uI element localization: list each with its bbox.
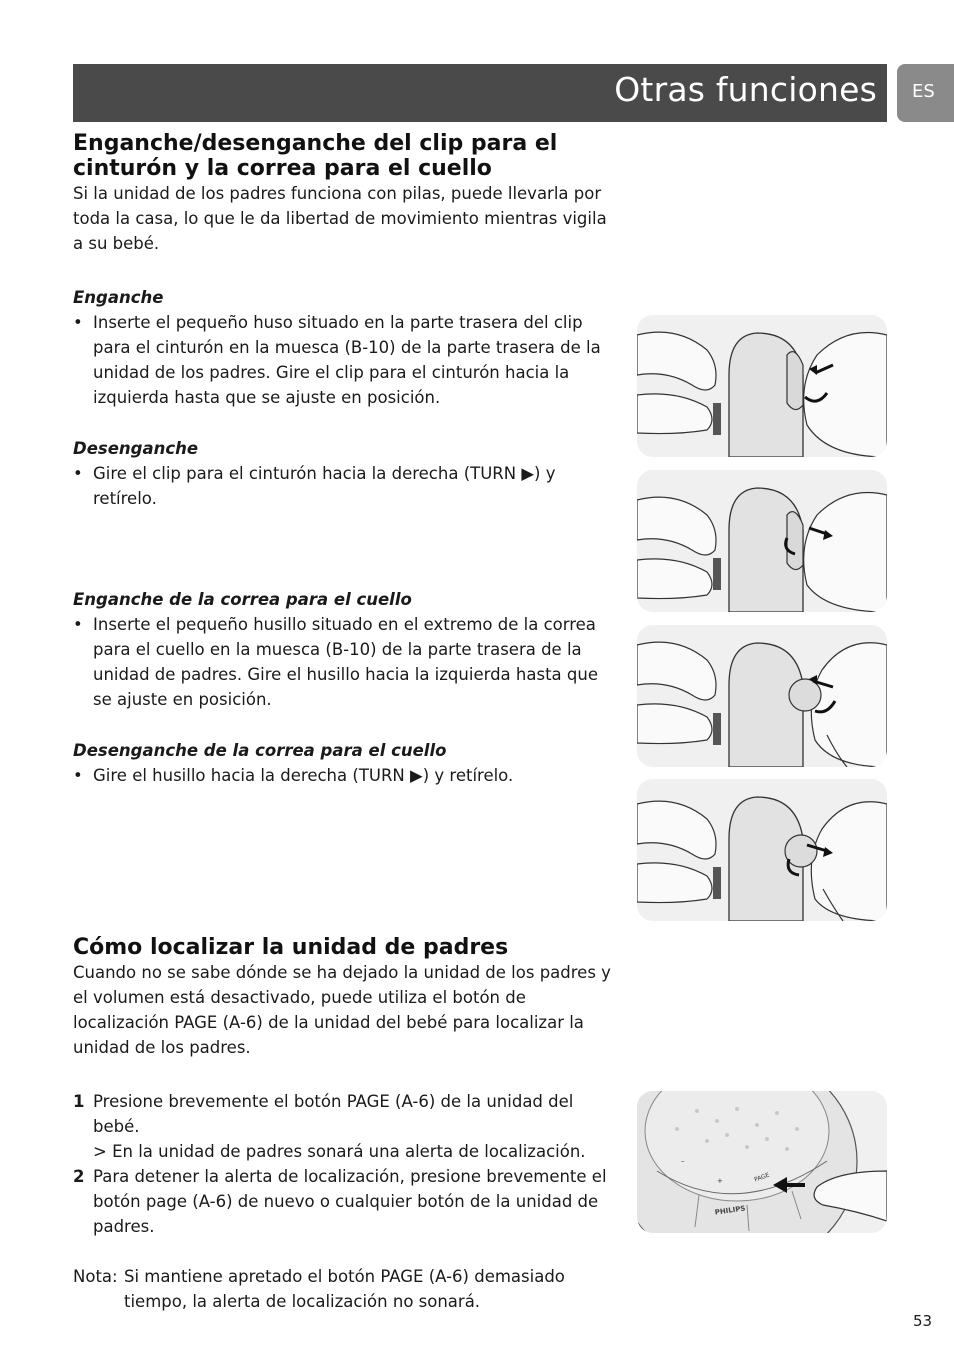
subsection-strap-detach: [73, 738, 613, 788]
illustration-strap-attach: [637, 625, 887, 767]
plus-label: +: [717, 1177, 723, 1185]
bullet-strap-detach: • Gire el husillo hacia la derecha (TURN ▶) y retírelo.: [73, 763, 613, 788]
note: [73, 1264, 613, 1314]
illustration-baby-unit-page-button: [637, 1091, 887, 1233]
step-text: Para detener la alerta de localización, presione brevemente el botón page (A-6) de nuevo o cualquier botón de la unidad de padres.: [93, 1167, 607, 1236]
section-clip: [73, 131, 613, 256]
subsection-strap-attach: [73, 587, 613, 712]
subsection-detach: [73, 436, 613, 511]
step-text: Presione brevemente el botón PAGE (A-6) de la unidad del bebé.: [93, 1092, 574, 1136]
subheading-strap-detach: Desenganche de la correa para el cuello: [73, 741, 447, 760]
brand-label: PHILIPS: [714, 1204, 746, 1217]
bullet-detach: • Gire el clip para el cinturón hacia la derecha (TURN ▶) y retírelo.: [73, 461, 613, 511]
page-button-label: PAGE: [753, 1171, 771, 1184]
subheading-detach: Desenganche: [73, 439, 199, 458]
step-result-text: > En la unidad de padres sonará una alerta de localización.: [93, 1142, 586, 1161]
illustration-clip-attach: [637, 315, 887, 457]
step-2: [73, 1164, 613, 1239]
illustration-clip-detach: [637, 470, 887, 612]
step-1-result: [73, 1139, 613, 1164]
bullet-attach: • Inserte el pequeño huso situado en la parte trasera del clip para el cinturón en la muesca (B-10) de la parte trasera de la unidad de los padres. Gire el clip para el cinturón hacia la izquierda hasta que se ajuste en posición.: [73, 310, 613, 410]
page-number: 53: [913, 1312, 933, 1330]
note-label: Nota:: [73, 1267, 118, 1286]
subheading-strap-attach: Enganche de la correa para el cuello: [73, 590, 412, 609]
subheading-attach: Enganche: [73, 288, 164, 307]
bullet-strap-attach: • Inserte el pequeño husillo situado en el extremo de la correa para el cuello en la muesca (B-10) de la parte trasera de la unidad de padres. Gire el husillo hacia la izquierda hasta que se ajuste en posición.: [73, 612, 613, 712]
page-title: Otras funciones: [614, 70, 877, 109]
step-number: 2: [73, 1167, 85, 1186]
section-heading-page: Cómo localizar la unidad de padres: [73, 935, 509, 960]
steps-list: [73, 1089, 613, 1314]
language-tab: [897, 64, 954, 122]
section-intro-clip: Si la unidad de los padres funciona con pilas, puede llevarla por toda la casa, lo que le da libertad de movimiento mientras vigila a su bebé.: [73, 184, 607, 253]
illustration-strap-detach: [637, 779, 887, 921]
subsection-attach: [73, 285, 613, 410]
section-page: [73, 935, 613, 1060]
language-tab-label: ES: [912, 81, 935, 102]
step-number: 1: [73, 1092, 85, 1111]
note-text: Si mantiene apretado el botón PAGE (A-6) demasiado tiempo, la alerta de localización no sonará.: [124, 1267, 565, 1311]
section-heading-clip: Enganche/desenganche del clip para el cinturón y la correa para el cuello: [73, 131, 558, 181]
minus-label: –: [681, 1157, 685, 1165]
section-intro-page: Cuando no se sabe dónde se ha dejado la unidad de los padres y el volumen está desactivado, puede utiliza el botón de localización PAGE (A-6) de la unidad del bebé para localizar la unidad de los padres.: [73, 963, 611, 1057]
header-bar: [73, 64, 887, 122]
step-1: [73, 1089, 613, 1139]
